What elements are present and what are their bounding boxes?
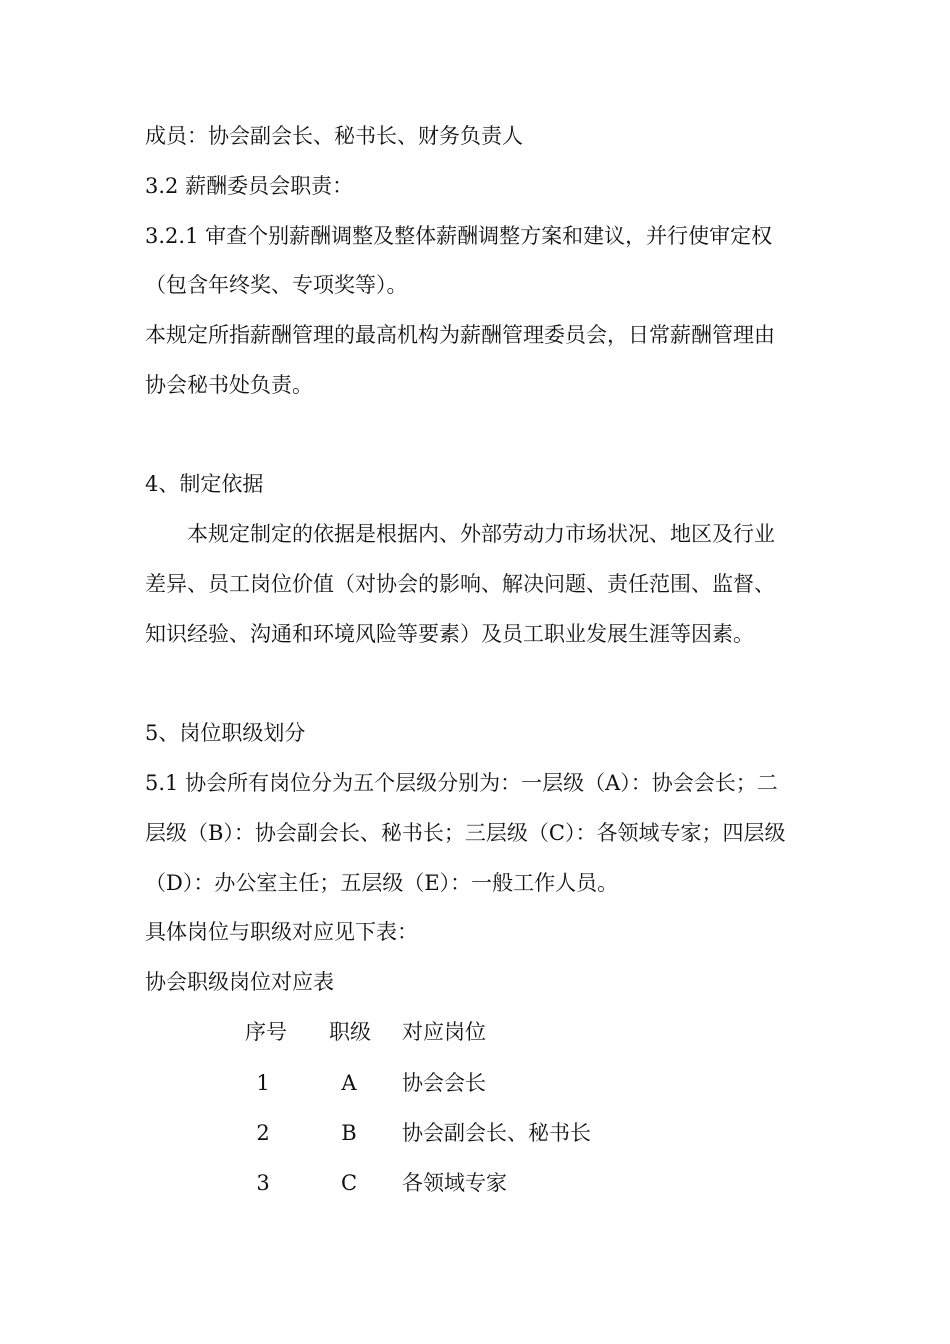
table-row-1-rank: A: [341, 1071, 357, 1095]
table-row-1-position: 协会会长: [402, 1071, 486, 1095]
table-title: 协会职级岗位对应表: [145, 970, 334, 994]
section-3-2-1-line-2: （包含年终奖、专项奖等）。: [145, 273, 408, 297]
management-line-1: 本规定所指薪酬管理的最高机构为薪酬管理委员会，日常薪酬管理由: [145, 323, 775, 347]
section-4-heading: 4、制定依据: [145, 472, 264, 496]
table-row-1-index: 1: [256, 1071, 270, 1095]
table-header-rank: 职级: [329, 1020, 371, 1044]
table-intro: 具体岗位与职级对应见下表：: [145, 920, 418, 944]
section-5-1-line-1: 5.1 协会所有岗位分为五个层级分别为：一层级（A）：协会会长；二: [145, 771, 778, 795]
section-3-2-heading: 3.2 薪酬委员会职责：: [145, 174, 354, 198]
table-row-3-index: 3: [256, 1171, 270, 1195]
section-5-1-line-3: （D）：办公室主任；五层级（E）：一般工作人员。: [145, 871, 619, 895]
table-row-2-rank: B: [341, 1121, 357, 1145]
section-3-2-1-line-1: 3.2.1 审查个别薪酬调整及整体薪酬调整方案和建议，并行使审定权: [145, 224, 773, 248]
table-row-2-position: 协会副会长、秘书长: [402, 1121, 591, 1145]
table-row-3-rank: C: [340, 1171, 358, 1195]
management-line-2: 协会秘书处负责。: [145, 373, 313, 397]
section-4-line-1: 本规定制定的依据是根据内、外部劳动力市场状况、地区及行业: [187, 522, 775, 546]
section-4-line-2: 差异、员工岗位价值（对协会的影响、解决问题、责任范围、监督、: [145, 572, 775, 596]
members-line: 成员：协会副会长、秘书长、财务负责人: [145, 124, 523, 148]
section-5-1-line-2: 层级（B）：协会副会长、秘书长；三层级（C）：各领域专家；四层级: [145, 821, 786, 845]
section-5-heading: 5、岗位职级划分: [145, 721, 306, 745]
section-4-line-3: 知识经验、沟通和环境风险等要素）及员工职业发展生涯等因素。: [145, 622, 754, 646]
table-row-3-position: 各领域专家: [402, 1171, 507, 1195]
table-header-position: 对应岗位: [402, 1020, 486, 1044]
table-row-2-index: 2: [256, 1121, 270, 1145]
table-header-index: 序号: [245, 1020, 287, 1044]
